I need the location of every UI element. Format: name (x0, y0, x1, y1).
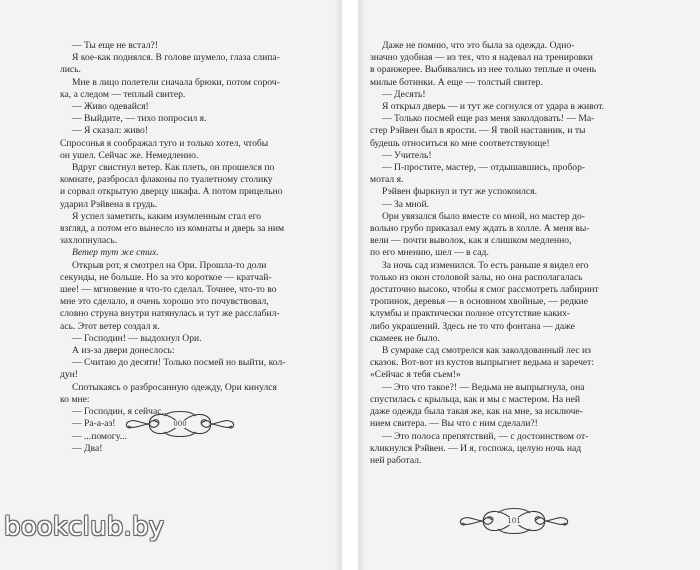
text-line: по его мнению, шел — в сад. (370, 247, 489, 259)
text-line: Я кое-как поднялся. В голове шумело, глаза слипа- (72, 52, 280, 64)
text-line: — Только посмей еще раз меня заколдовать! — Ма- (382, 113, 595, 125)
text-line: Спотыкаясь о разбросанную одежду, Ори кинулся (72, 381, 277, 393)
text-line: милые ботинки. А еще — толстый свитер. (370, 76, 543, 88)
text-line: — Живо одевайся! (72, 101, 149, 113)
text-line: — Два! (72, 442, 103, 454)
text-line: вольно грубо приказал ему ждать в холле. А меня вы- (370, 223, 590, 235)
text-line: и сорвал открытую дверцу шкафа. А потом прицельно (60, 186, 283, 198)
text-line: секунды, не больше. Но за это короткое — кратчай- (60, 271, 272, 283)
text-line: — Господин, я сейчас... (72, 406, 169, 418)
text-line: спустилась с крыльца, как и мы с мастером. На ней (370, 393, 581, 405)
text-line: — Господин! — выдохнул Ори. (72, 332, 202, 344)
text-line: значно удобная — из тех, что я надевал на тренировки (370, 52, 593, 64)
text-line: Я открыл дверь — и тут же согнулся от удара в живот. (382, 101, 605, 113)
text-line: клумбы и практически полное отсутствие каких- (370, 308, 571, 320)
text-line: Ветер тут же стих. (72, 247, 159, 259)
text-line: он ушел. Сейчас же. Немедленно. (60, 149, 199, 161)
text-line: — Десять! (382, 88, 426, 100)
text-line: мне это сделало, я очень хорошо это почувствовал, (60, 296, 269, 308)
text-line: ась. Этот ветер создал я. (60, 320, 160, 332)
left-page-text (60, 40, 330, 455)
text-line: — Это полоса препятствий, — с достоинством от- (382, 430, 589, 442)
text-line: — За мной. (382, 198, 429, 210)
text-line: В сумраке сад смотрелся как заколдованный лес из (382, 345, 591, 357)
left-page-number: 000 (173, 420, 187, 428)
text-line: захлопнулась. (60, 235, 118, 247)
text-line: достаточно высоко, чтобы я смог рассмотреть лабиринт (370, 284, 599, 296)
text-line: ней работал. (370, 454, 422, 466)
text-line: Я успел заметить, каким изумленным стал его (72, 210, 262, 222)
text-line: словно струна внутри натянулась и тут же расслабил- (60, 308, 280, 320)
right-page (358, 0, 700, 570)
text-line: Мне в лицо полетели сначала брюки, потом сороч- (72, 76, 280, 88)
text-line: сказок. Вот-вот из кустов выпрыгнет ведьма и заречет: (370, 357, 595, 369)
text-line: взгляд, а потом его вынесло из комнаты и дверь за ним (60, 223, 285, 235)
text-line: шее! — мгновение я что-то сделал. Точнее, что-то во (60, 284, 277, 296)
text-line: — Считаю до десяти! Только посмей но выйти, кол- (72, 357, 286, 369)
text-line: даже одежда была такая же, как на мне, за исключе- (370, 406, 583, 418)
text-line: мотал я. (370, 174, 404, 186)
right-page-ornament (454, 505, 574, 537)
text-line: Даже не помню, что это была за одежда. Одно- (382, 40, 575, 51)
text-line: — ...помогу... (72, 430, 127, 442)
text-line: в оранжерее. Выбивались из нее только теплые и очень (370, 64, 597, 76)
text-line: — Я сказал: живо! (72, 125, 149, 137)
text-line: — Ты еще не встал?! (72, 40, 158, 51)
text-line: нием свитера. — Вы что с ним сделали?! (370, 418, 538, 430)
text-line: Ори увязался было вместе со мной, но мастер до- (382, 210, 585, 222)
book-gutter (342, 0, 358, 570)
text-line: — П-простите, мастер, — отдышавшись, пробор- (382, 162, 586, 174)
text-line: ко мне: (60, 393, 90, 405)
right-page-text (370, 40, 640, 467)
text-line: — Это что такое?! — Ведьма не выпрыгнула, она (382, 381, 585, 393)
left-page-ornament (120, 408, 240, 440)
text-line: — Учитель! (382, 149, 432, 161)
text-line: Вдруг свистнул ветер. Как плеть, он прошелся по (72, 162, 275, 174)
text-line: только из окон столовой залы, но она располагалась (370, 271, 583, 283)
text-line: кликнулся Рэйвен. — И я, госпожа, целую ночь над (370, 442, 582, 454)
text-line: Спросонья я соображал туго и только хотел, чтобы (60, 137, 269, 149)
text-line: Рэйвен фыркнул и тут же успокоился. (382, 186, 537, 198)
text-line: За ночь сад изменился. То есть раньше я видел его (382, 259, 589, 271)
text-line: — Выйдите, — тихо попросил я. (72, 113, 207, 125)
text-line: «Сейчас я тебя съем!» (370, 369, 461, 381)
right-page-number: 101 (507, 517, 521, 525)
text-line: комнате, разбросал флаконы по туалетному столику (60, 174, 273, 186)
text-line: лись. (60, 64, 81, 76)
text-line: — Ра-а-аз! (72, 418, 116, 430)
text-line: стер Рэйвен был в ярости. — Я твой наставник, и ты (370, 125, 586, 137)
text-line: А из-за двери донеслось: (72, 345, 175, 357)
text-line: скамеек не было. (370, 332, 440, 344)
text-line: либо украшений. Здесь не то что фонтана — даже (370, 320, 575, 332)
text-line: Открыв рот, я смотрел на Ори. Прошла-то доли (72, 259, 267, 271)
text-line: ка, а следом — теплый свитер. (60, 88, 186, 100)
text-line: дун! (60, 369, 79, 381)
text-line: вели — почти выволок, как я слишком медленно, (370, 235, 572, 247)
text-line: тропинок, деревья — в основном хвойные, — редкие (370, 296, 589, 308)
text-line: будешь относиться ко мне соответствующе! (370, 137, 550, 149)
watermark-logo: bookclub.by (4, 512, 165, 542)
left-page (0, 0, 342, 570)
text-line: ударил Рэйвена в грудь. (60, 198, 158, 210)
